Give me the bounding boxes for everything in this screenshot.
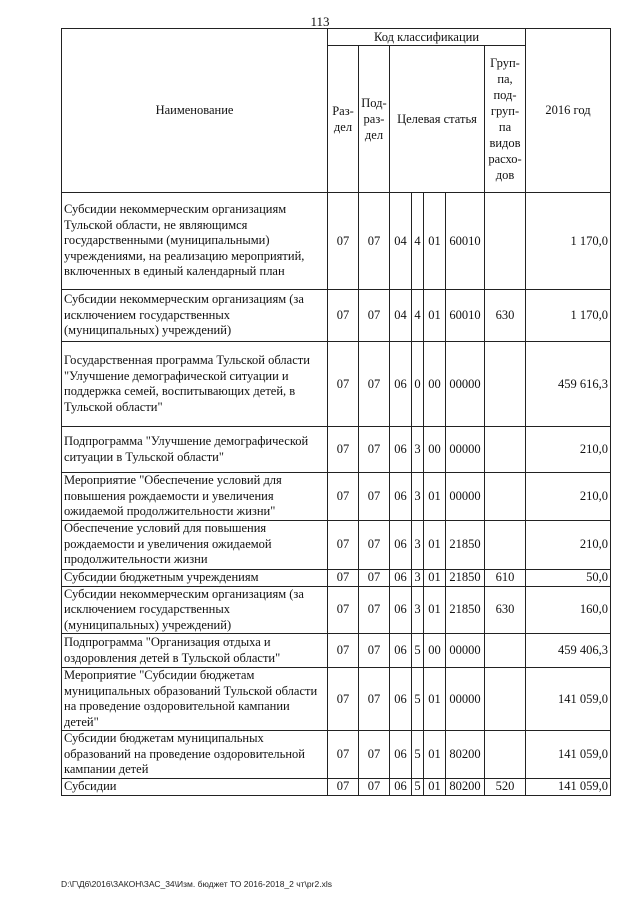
cell-expense-group [485,731,526,779]
table-row [62,569,611,586]
cell-amount-2016: 141 059,0 [526,668,611,731]
cell-amount-2016: 141 059,0 [526,778,611,795]
cell-target-program: 04 [390,290,412,342]
cell-target-direction: 80200 [446,778,485,795]
cell-subsection: 07 [359,586,390,634]
cell-target-activity: 00 [424,342,446,427]
cell-expense-group [485,668,526,731]
cell-section: 07 [328,520,359,569]
cell-section: 07 [328,193,359,290]
page-number: 113 [310,14,330,29]
cell-target-activity: 01 [424,290,446,342]
cell-expense-group: 610 [485,569,526,586]
cell-subsection: 07 [359,473,390,521]
cell-target-subprogram: 3 [412,520,424,569]
cell-name: Субсидии бюджетным учреждениям [62,569,328,586]
cell-amount-2016: 210,0 [526,427,611,473]
cell-target-program: 06 [390,778,412,795]
cell-name: Подпрограмма "Организация отдыха и оздоровления детей в Тульской области" [62,634,328,668]
header-target-article: Целевая статья [390,46,485,193]
cell-amount-2016: 1 170,0 [526,290,611,342]
cell-subsection: 07 [359,193,390,290]
table-row [62,427,611,473]
cell-target-activity: 01 [424,520,446,569]
table-row [62,778,611,795]
cell-target-activity: 01 [424,731,446,779]
table-row [62,668,611,731]
cell-name: Подпрограмма "Улучшение демографической ситуации в Тульской области" [62,427,328,473]
cell-name: Субсидии некоммерческим организациям Тульской области, не являющимся государственными (муниципальными) учреждениями, на реализацию мероприятий, включенных в единый календарный план [62,193,328,290]
cell-target-activity: 01 [424,193,446,290]
cell-expense-group: 630 [485,586,526,634]
cell-target-subprogram: 5 [412,634,424,668]
cell-target-program: 06 [390,668,412,731]
cell-name: Субсидии некоммерческим организациям (за исключением государственных (муниципальных) учреждений) [62,290,328,342]
cell-section: 07 [328,731,359,779]
cell-target-subprogram: 3 [412,569,424,586]
cell-subsection: 07 [359,778,390,795]
cell-subsection: 07 [359,731,390,779]
cell-name: Субсидии некоммерческим организациям (за исключением государственных (муниципальных) учреждений) [62,586,328,634]
cell-target-direction: 60010 [446,290,485,342]
cell-target-direction: 00000 [446,668,485,731]
cell-amount-2016: 50,0 [526,569,611,586]
table-row [62,290,611,342]
cell-target-activity: 01 [424,586,446,634]
cell-target-direction: 60010 [446,193,485,290]
cell-target-program: 06 [390,342,412,427]
cell-section: 07 [328,473,359,521]
cell-target-direction: 00000 [446,473,485,521]
cell-amount-2016: 210,0 [526,520,611,569]
cell-section: 07 [328,569,359,586]
cell-subsection: 07 [359,290,390,342]
cell-amount-2016: 210,0 [526,473,611,521]
cell-subsection: 07 [359,634,390,668]
cell-target-activity: 01 [424,668,446,731]
cell-target-direction: 21850 [446,520,485,569]
cell-section: 07 [328,778,359,795]
cell-name: Мероприятие "Обеспечение условий для повышения рождаемости и увеличения ожидаемой продолжительности жизни" [62,473,328,521]
cell-expense-group [485,342,526,427]
cell-target-activity: 01 [424,569,446,586]
cell-subsection: 07 [359,427,390,473]
cell-target-program: 06 [390,586,412,634]
cell-target-subprogram: 3 [412,427,424,473]
header-year-2016: 2016 год [526,29,611,193]
cell-target-subprogram: 0 [412,342,424,427]
cell-expense-group: 520 [485,778,526,795]
cell-target-direction: 00000 [446,634,485,668]
cell-name: Обеспечение условий для повышения рождаемости и увеличения ожидаемой продолжительности жизни [62,520,328,569]
cell-name: Государственная программа Тульской области "Улучшение демографической ситуации и поддержка семей, воспитывающих детей, в Тульской области" [62,342,328,427]
cell-section: 07 [328,342,359,427]
cell-target-subprogram: 3 [412,586,424,634]
cell-expense-group [485,520,526,569]
cell-subsection: 07 [359,668,390,731]
file-path-footer: D:\Г\Д6\2016\ЗАКОН\ЗАС_34\Изм. бюджет ТО 2016-2018_2 чт\pr2.xls [61,879,332,889]
cell-amount-2016: 141 059,0 [526,731,611,779]
budget-table [61,28,611,796]
cell-target-subprogram: 4 [412,290,424,342]
cell-section: 07 [328,427,359,473]
cell-target-direction: 00000 [446,427,485,473]
cell-target-subprogram: 5 [412,778,424,795]
cell-section: 07 [328,634,359,668]
header-classification-code: Код классификации [328,29,526,46]
cell-target-program: 06 [390,569,412,586]
cell-target-activity: 01 [424,778,446,795]
cell-target-activity: 00 [424,634,446,668]
cell-target-subprogram: 5 [412,731,424,779]
cell-section: 07 [328,290,359,342]
cell-expense-group [485,193,526,290]
table-row [62,473,611,521]
cell-target-activity: 01 [424,473,446,521]
cell-target-program: 06 [390,731,412,779]
table-row [62,586,611,634]
table-row [62,731,611,779]
cell-amount-2016: 459 406,3 [526,634,611,668]
cell-section: 07 [328,586,359,634]
cell-target-program: 06 [390,634,412,668]
cell-expense-group [485,473,526,521]
cell-target-direction: 21850 [446,586,485,634]
header-subsection: Под-раз-дел [359,46,390,193]
cell-expense-group [485,427,526,473]
cell-target-program: 04 [390,193,412,290]
cell-amount-2016: 459 616,3 [526,342,611,427]
cell-subsection: 07 [359,569,390,586]
cell-target-direction: 00000 [446,342,485,427]
table-row [62,193,611,290]
cell-amount-2016: 160,0 [526,586,611,634]
header-section: Раз-дел [328,46,359,193]
header-expense-group: Груп-па, под-груп-па видов расхо-дов [485,46,526,193]
table-row [62,520,611,569]
cell-name: Субсидии бюджетам муниципальных образований на проведение оздоровительной кампании детей [62,731,328,779]
cell-name: Субсидии [62,778,328,795]
cell-expense-group: 630 [485,290,526,342]
cell-expense-group [485,634,526,668]
table-body [62,193,611,796]
cell-target-subprogram: 5 [412,668,424,731]
table-row [62,634,611,668]
cell-target-direction: 21850 [446,569,485,586]
table-row [62,342,611,427]
cell-target-program: 06 [390,427,412,473]
cell-section: 07 [328,668,359,731]
cell-target-activity: 00 [424,427,446,473]
cell-subsection: 07 [359,342,390,427]
cell-target-subprogram: 4 [412,193,424,290]
cell-target-direction: 80200 [446,731,485,779]
header-name: Наименование [62,29,328,193]
cell-target-program: 06 [390,473,412,521]
cell-target-program: 06 [390,520,412,569]
cell-subsection: 07 [359,520,390,569]
cell-target-subprogram: 3 [412,473,424,521]
cell-name: Мероприятие "Субсидии бюджетам муниципальных образований Тульской области на проведение оздоровительной кампании детей" [62,668,328,731]
cell-amount-2016: 1 170,0 [526,193,611,290]
